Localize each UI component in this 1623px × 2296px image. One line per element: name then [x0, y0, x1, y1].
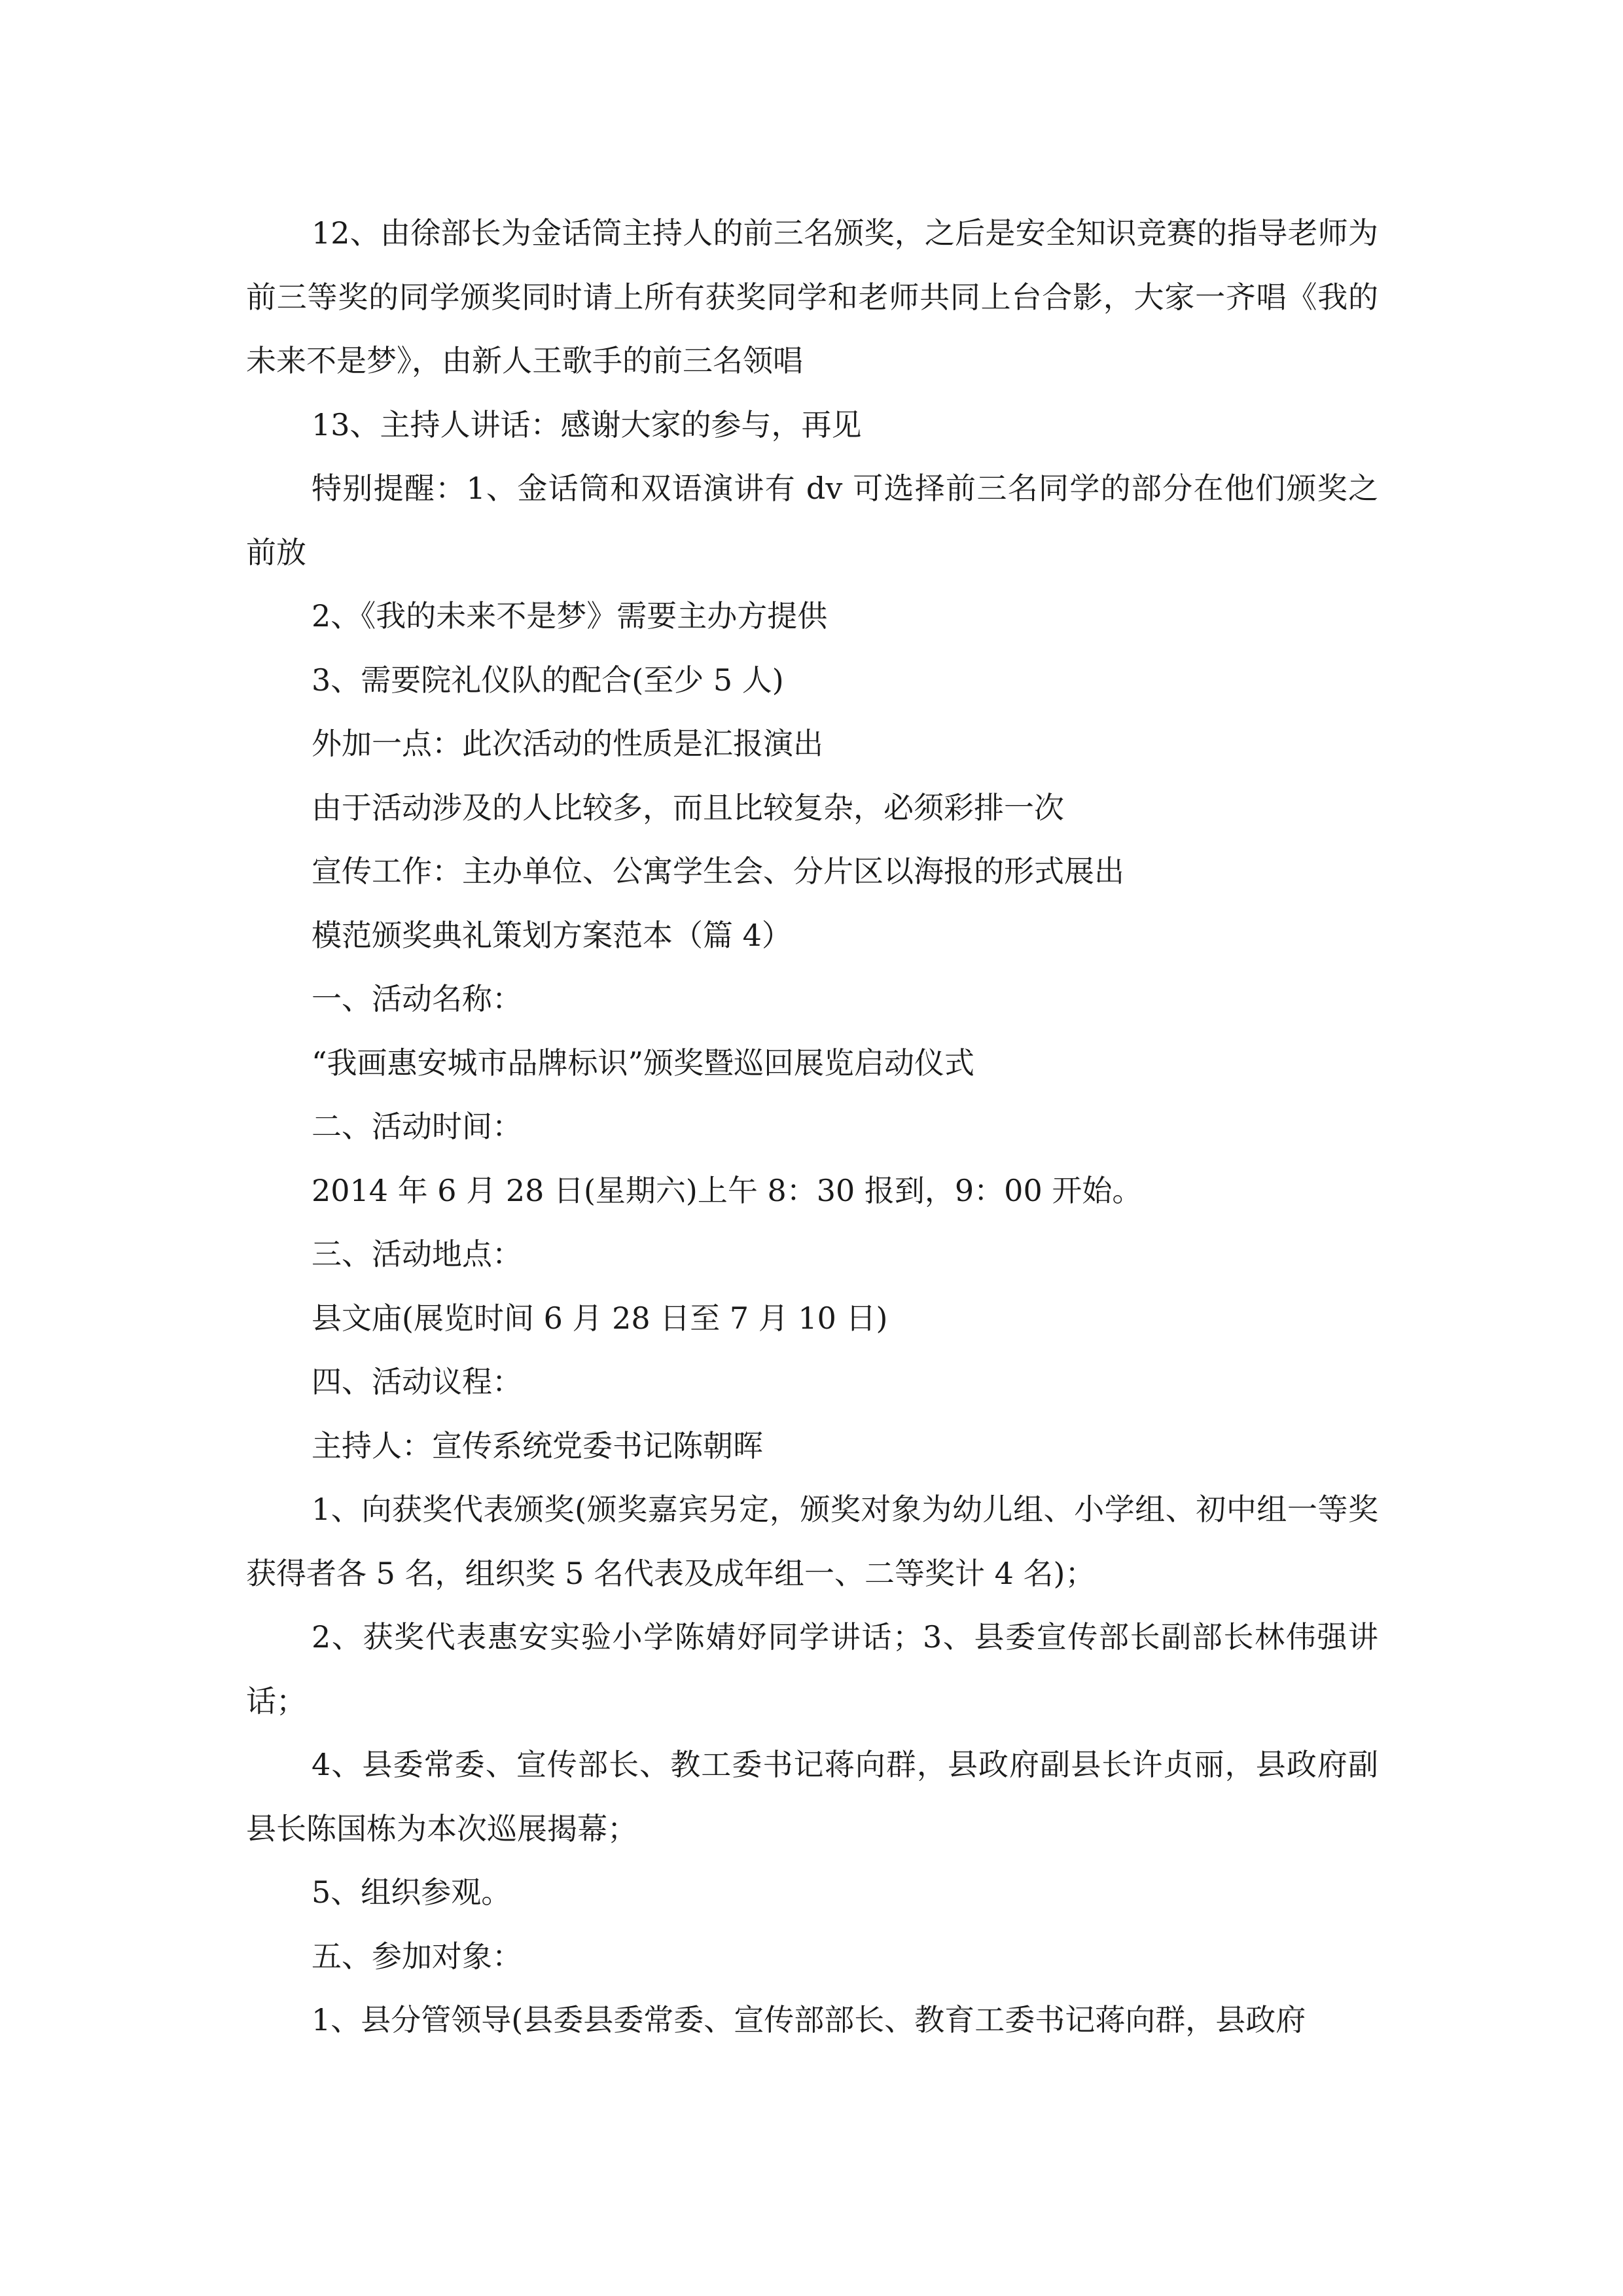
paragraph-extra-note: 外加一点：此次活动的性质是汇报演出	[312, 726, 823, 761]
document-body	[246, 202, 1378, 2053]
heading-activity-place: 三、活动地点：	[312, 1236, 522, 1272]
paragraph-awards-ceremony: 12、由徐部长为金话筒主持人的前三名颁奖，之后是安全知识竞赛的指导老师为前三等奖的同学颁奖同时请上所有获奖同学和老师共同上台合影，大家一齐唱《我的未来不是梦》，由新人王歌手的前三名领唱	[246, 215, 1378, 378]
agenda-item-2-3: 2、获奖代表惠安实验小学陈婧妤同学讲话；3、县委宣传部长副部长林伟强讲话；	[246, 1619, 1378, 1719]
activity-time: 2014 年 6 月 28 日(星期六)上午 8：30 报到，9：00 开始。	[312, 1172, 1143, 1208]
paragraph-host-closing: 13、主持人讲话：感谢大家的参与，再见	[312, 406, 862, 442]
agenda-item-1: 1、向获奖代表颁奖(颁奖嘉宾另定，颁奖对象为幼儿组、小学组、初中组一等奖获得者各 5 名，组织奖 5 名代表及成年组一、二等奖计 4 名)；	[246, 1492, 1378, 1591]
agenda-item-5: 5、组织参观。	[312, 1874, 512, 1910]
paragraph-special-reminder: 特别提醒：1、金话筒和双语演讲有 dv 可选择前三名同学的部分在他们颁奖之前放	[246, 471, 1378, 570]
agenda-item-4: 4、县委常委、宣传部长、教工委书记蒋向群，县政府副县长许贞丽，县政府副县长陈国栋为本次巡展揭幕；	[246, 1747, 1378, 1846]
heading-activity-name: 一、活动名称：	[312, 981, 522, 1016]
heading-participants: 五、参加对象：	[312, 1938, 522, 1974]
agenda-host: 主持人：宣传系统党委书记陈朝晖	[312, 1427, 763, 1463]
heading-agenda: 四、活动议程：	[312, 1364, 522, 1399]
heading-activity-time: 二、活动时间：	[312, 1109, 522, 1144]
participants-item-1: 1、县分管领导(县委县委常委、宣传部部长、教育工委书记蒋向群，县政府	[312, 2002, 1306, 2037]
section-title: 模范颁奖典礼策划方案范本（篇 4）	[312, 917, 792, 953]
paragraph-publicity: 宣传工作：主办单位、公寓学生会、分片区以海报的形式展出	[312, 853, 1124, 889]
activity-name: “我画惠安城市品牌标识”颁奖暨巡回展览启动仪式	[312, 1045, 975, 1081]
paragraph-etiquette-team: 3、需要院礼仪队的配合(至少 5 人)	[312, 662, 784, 698]
paragraph-rehearsal: 由于活动涉及的人比较多，而且比较复杂，必须彩排一次	[312, 789, 1064, 825]
paragraph-song-provision: 2、《我的未来不是梦》需要主办方提供	[312, 598, 828, 634]
activity-place: 县文庙(展览时间 6 月 28 日至 7 月 10 日)	[312, 1300, 888, 1336]
